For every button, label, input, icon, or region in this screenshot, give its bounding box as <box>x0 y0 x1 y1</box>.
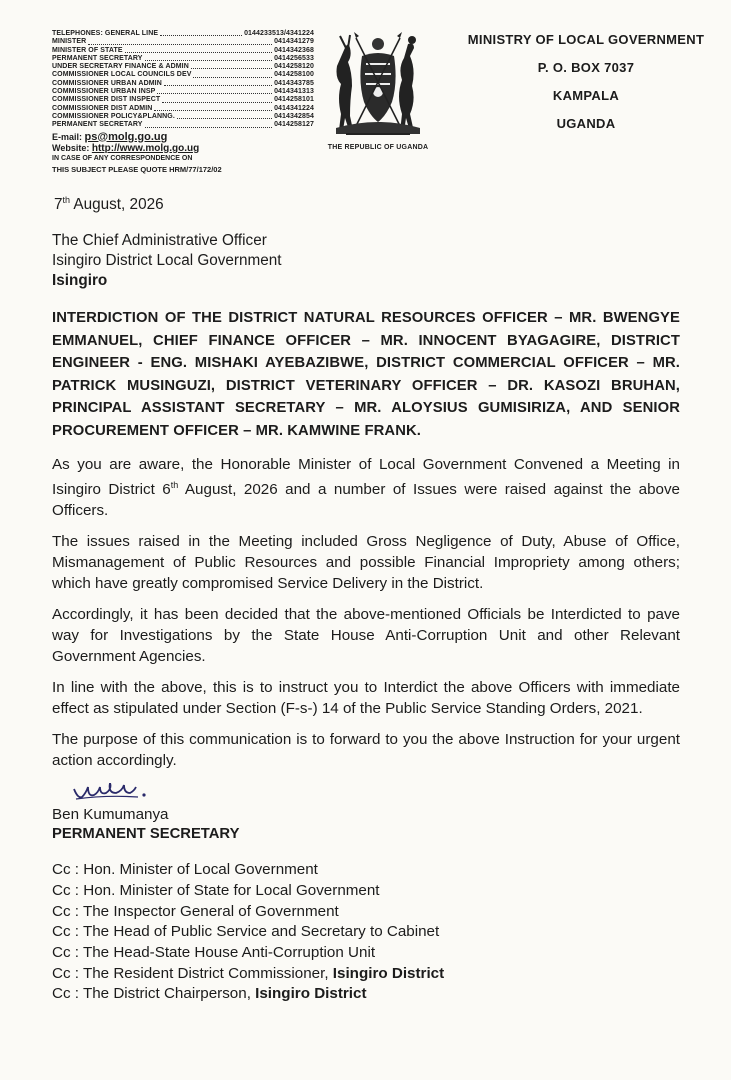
paragraph-1-part-a: As you are aware, the Honorable Minister of Local Government Convened a Meeting in Isingiro District 6 <box>52 456 680 499</box>
cc-item <box>52 964 680 985</box>
email-address[interactable]: ps@molg.go.ug <box>84 130 168 143</box>
contact-label: COMMISSIONER DIST INSPECT <box>52 96 161 104</box>
contact-row <box>52 105 314 113</box>
dot-leader <box>157 88 272 94</box>
paragraph-5: The purpose of this communication is to forward to you the above Instruction for your urgent action accordingly. <box>52 731 680 770</box>
city: KAMPALA <box>552 88 620 103</box>
signature-block <box>52 783 680 844</box>
cc-bold-text: Isingiro District <box>255 985 367 1003</box>
date-suffix: th <box>62 195 71 205</box>
contact-row <box>52 80 314 88</box>
contact-number: 0414341279 <box>274 38 314 46</box>
cc-separator: : <box>70 881 84 899</box>
letter-subject: INTERDICTION OF THE DISTRICT NATURAL RESOURCES OFFICER – MR. BWENGYE EMMANUEL, CHIEF FINANCE OFFICER – MR. INNOCENT BYAGAGIRE, DISTRICT ENGINEER - ENG. MISHAKI AYEBAZIBWE, DISTRICT COMMERCIAL OFFICER – MR. PATRICK MUSINGUZI, DISTRICT VETERINARY OFFICER – DR. KASOZI BRUHAN, PRINCIPAL ASSISTANT SECRETARY – MR. ALOYSIUS GUMISIRIZA, AND SENIOR PROCUREMENT OFFICER – MR. KAMWINE FRANK. <box>52 310 680 439</box>
paragraph-2: The issues raised in the Meeting included Gross Negligence of Duty, Abuse of Office, Mismanagement of Public Resources and possible Financial Impropriety among others; which have greatly compromised Service Delivery in the District. <box>52 533 680 593</box>
crest-caption: THE REPUBLIC OF UGANDA <box>327 144 429 151</box>
contact-label: COMMISSIONER LOCAL COUNCILS DEV <box>52 71 192 79</box>
cc-prefix: Cc <box>52 881 71 899</box>
dot-leader <box>164 80 272 86</box>
cc-prefix: Cc <box>52 964 71 982</box>
reference-quote: THIS SUBJECT PLEASE QUOTE HRM/77/172/02 <box>52 164 222 174</box>
contact-row <box>52 71 314 79</box>
recipient-line: Isingiro District Local Government <box>52 252 282 270</box>
cc-prefix: Cc <box>52 923 71 941</box>
cc-item <box>52 922 680 943</box>
signatory-title: PERMANENT SECRETARY <box>52 826 240 843</box>
ministry-address <box>446 30 726 131</box>
cc-text: The Head of Public Service and Secretary to Cabinet <box>82 923 440 941</box>
date-day: 7 <box>54 196 63 214</box>
cc-text: The Resident District Commissioner, <box>82 964 333 982</box>
contact-number: 0414258100 <box>274 71 314 79</box>
cc-text: The Head-State House Anti-Corruption Unit <box>82 943 376 961</box>
cc-separator: : <box>70 985 83 1003</box>
contact-label: COMMISSIONER URBAN ADMIN <box>52 79 162 87</box>
contact-row <box>52 38 314 46</box>
cc-text: Hon. Minister of Local Government <box>83 861 318 879</box>
cc-list <box>52 860 680 1005</box>
dot-leader <box>145 121 272 127</box>
email-label: E-mail: <box>52 131 83 142</box>
cc-text: The Inspector General of Government <box>82 902 339 920</box>
letter-body <box>52 195 680 1005</box>
dot-leader <box>193 71 272 77</box>
letter-date <box>54 195 680 214</box>
ministry-name: MINISTRY OF LOCAL GOVERNMENT <box>467 32 705 47</box>
dot-leader <box>145 55 272 61</box>
contact-number: 0414341224 <box>274 104 314 112</box>
contact-row <box>52 88 314 96</box>
contact-label: PERMANENT SECRETARY <box>52 121 143 129</box>
website-link[interactable]: http://www.molg.go.ug <box>91 142 200 154</box>
contact-label: PERMANENT SECRETARY <box>52 54 143 62</box>
contact-label: COMMISSIONER URBAN INSP <box>52 88 156 96</box>
contact-number: 0414343785 <box>274 79 314 87</box>
cc-item <box>52 902 680 923</box>
contact-label: COMMISSIONER POLICY&PLANNG. <box>52 112 175 120</box>
correspondence-note: IN CASE OF ANY CORRESPONDENCE ON <box>52 154 193 162</box>
dot-leader <box>160 30 242 36</box>
letterhead-contacts <box>52 30 314 175</box>
dot-leader <box>191 63 272 69</box>
paragraph-1-sup: th <box>170 480 179 491</box>
dot-leader <box>177 113 272 119</box>
email-line <box>52 132 314 143</box>
cc-separator: : <box>70 943 83 961</box>
country: UGANDA <box>556 116 616 131</box>
cc-separator: : <box>70 902 83 920</box>
dot-leader <box>162 96 272 102</box>
contact-label: COMMISSIONER DIST ADMIN <box>52 104 153 112</box>
contact-number: 0414258120 <box>274 63 314 71</box>
cc-prefix: Cc <box>52 902 71 920</box>
recipient-address <box>52 231 680 291</box>
date-rest: August, 2026 <box>70 196 164 214</box>
cc-prefix: Cc <box>52 943 71 961</box>
contact-number: 0414342854 <box>274 112 314 120</box>
cc-bold-text: Isingiro District <box>332 964 445 982</box>
paragraph-1 <box>52 454 680 521</box>
contact-number: 0414341313 <box>274 88 314 96</box>
cc-item <box>52 881 680 902</box>
cc-text: Hon. Minister of State for Local Government <box>83 881 380 899</box>
contact-number: 0414342368 <box>274 46 314 54</box>
cc-text: The District Chairperson, <box>82 985 256 1003</box>
cc-item <box>52 984 680 1005</box>
coat-of-arms <box>322 30 434 151</box>
contact-row <box>52 30 314 38</box>
handwritten-signature <box>70 783 150 805</box>
po-box: P. O. BOX 7037 <box>537 60 635 75</box>
contact-number: 0414256533 <box>274 54 314 62</box>
cc-separator: : <box>70 923 83 941</box>
contact-number: 0414258101 <box>274 96 314 104</box>
dot-leader <box>125 47 272 53</box>
contact-label: TELEPHONES: GENERAL LINE <box>52 30 159 37</box>
coat-of-arms-emblem <box>326 30 430 142</box>
paragraph-1-part-b: August, 2026 and a number of Issues were raised against the above Officers. <box>52 481 680 520</box>
dot-leader <box>154 105 272 111</box>
contact-label: MINISTER OF STATE <box>52 46 123 54</box>
contact-label: MINISTER <box>52 38 87 46</box>
recipient-line: The Chief Administrative Officer <box>52 232 267 250</box>
cc-item <box>52 943 680 964</box>
cc-separator: : <box>70 861 84 879</box>
website-label: Website: <box>52 142 90 153</box>
contact-row <box>52 121 314 129</box>
cc-prefix: Cc <box>52 861 71 879</box>
contact-row <box>52 63 314 71</box>
paragraph-3: Accordingly, it has been decided that the above-mentioned Officials be Interdicted to pave way for Investigations by the State House Anti-Corruption Unit and other Relevant Government Agencies. <box>52 606 680 666</box>
contact-number: 0414258127 <box>274 121 314 129</box>
contact-row <box>52 113 314 121</box>
signatory-name: Ben Kumumanya <box>52 806 169 824</box>
recipient-place: Isingiro <box>52 272 108 290</box>
paragraph-4: In line with the above, this is to instruct you to Interdict the above Officers with immediate effect as stipulated under Section (F-s-) 14 of the Public Service Standing Orders, 2021. <box>52 679 680 718</box>
cc-prefix: Cc <box>52 985 71 1003</box>
cc-separator: : <box>70 964 83 982</box>
contact-row <box>52 47 314 55</box>
dot-leader <box>88 38 272 44</box>
contact-label: UNDER SECRETARY FINANCE & ADMIN <box>52 63 189 71</box>
contact-row <box>52 55 314 63</box>
contact-number: 0144233513/4341224 <box>244 30 314 37</box>
website-line <box>52 143 314 154</box>
contact-row <box>52 96 314 104</box>
cc-item <box>52 860 680 881</box>
